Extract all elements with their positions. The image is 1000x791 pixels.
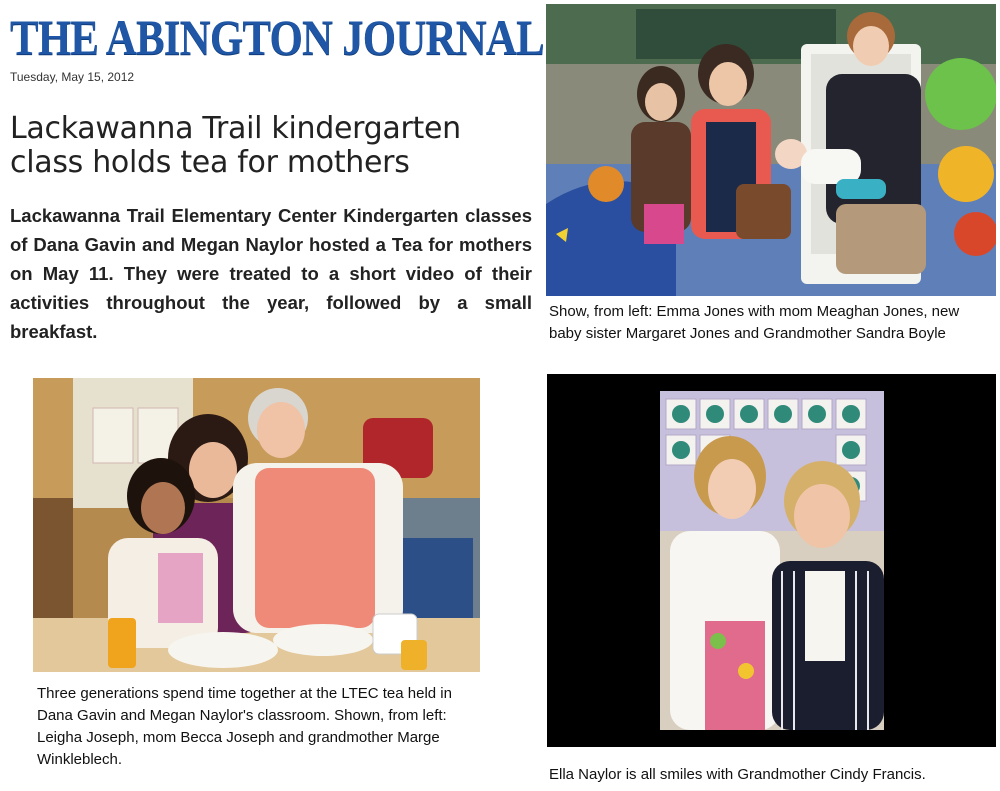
- photo-joseph-family: [33, 378, 480, 672]
- caption-joseph-family: Three generations spend time together at the LTEC tea held in Dana Gavin and Megan Naylor's classroom. Shown, from left: Leigha Joseph, mom Becca Joseph and grandmother Marge Winkleblech.: [37, 685, 452, 768]
- caption-jones-family: Show, from left: Emma Jones with mom Meaghan Jones, new baby sister Margaret Jones and Grandmother Sandra Boyle: [549, 303, 960, 342]
- photo-naylor-frame: [547, 374, 996, 747]
- masthead-logo: THE ABINGTON JOURNAL: [10, 9, 544, 65]
- article-headline: Lackawanna Trail kindergarten class holds tea for mothers: [10, 111, 461, 180]
- photo-jones-family: [546, 4, 996, 296]
- article-body: Lackawanna Trail Elementary Center Kindergarten classes of Dana Gavin and Megan Naylor hosted a Tea for mothers on May 11. They were treated to a short video of their activities throughout the year, followed by a small breakfast.: [10, 205, 532, 342]
- caption-naylor-family: Ella Naylor is all smiles with Grandmother Cindy Francis.: [549, 766, 926, 783]
- publication-date: Tuesday, May 15, 2012: [10, 70, 135, 84]
